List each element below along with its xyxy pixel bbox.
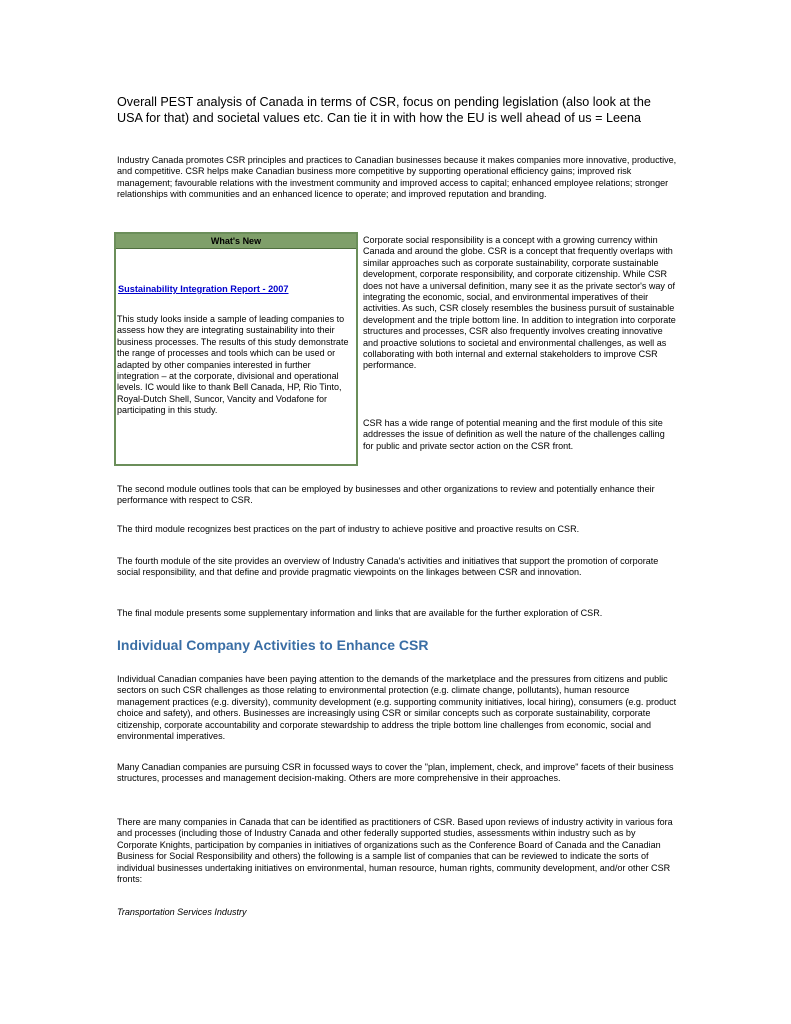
whats-new-header: What's New [116,234,356,249]
whats-new-text: This study looks inside a sample of leading companies to assess how they are integrating sustainability into their business processes. The results of this study demonstrate the range of processes and tools which can be used or adapted by other companies interested in further integration – at the corporate, divisional and operational levels. IC would like to thank Bell Canada, HP, Rio Tinto, Royal-Dutch Shell, Suncor, Vancity and Vodafone for participating in this study. [117,314,349,416]
section-paragraph-1: Individual Canadian companies have been paying attention to the demands of the marketplace and the pressures from citizens and public sectors on such CSR challenges as those relating to environmental protection (e.g. climate change, pollutants), human resource management practices (e.g. diversity), community development (e.g. supporting community initiatives, local hiring), consumers (e.g. product choice and safety), and others. Businesses are increasingly using CSR or similar concepts such as corporate sustainability, corporate citizenship, corporate accountability and corporate stewardship to address the triple bottom line challenges from economic, social and environmental imperatives. [117,674,677,742]
page-heading: Overall PEST analysis of Canada in terms of CSR, focus on pending legislation (also look at the USA for that) and societal values etc. Can tie it in with how the EU is well ahead of us = Leena [117,95,651,125]
csr-definition-paragraph: CSR has a wide range of potential meaning and the first module of this site addresses the issue of definition as well the nature of the challenges calling for public and private sector action on the CSR front. [363,418,665,451]
section-paragraph-3: There are many companies in Canada that can be identified as practitioners of CSR. Based upon reviews of industry activity in various fora and processes (including those of Industry Canada and other federally supported studies, assessments within industry such as by Corporate Knights, participation by companies in initiatives of organizations such as the Conference Board of Canada and the Canadian Business for Social Responsibility and others) the following is a sample list of companies that can be reviewed to indicate the sorts of individual businesses undertaking initiatives on environmental, human resource, human rights, community development, and/or other CSR fronts: [117,817,673,885]
third-module-paragraph: The third module recognizes best practices on the part of industry to achieve positive and proactive results on CSR. [117,524,580,534]
csr-concept-paragraph: Corporate social responsibility is a concept with a growing currency within Canada and around the globe. CSR is a concept that frequently overlaps with similar approaches such as corporate sustainability, corporate sustainable development, corporate responsibility, and corporate citizenship. While CSR does not have a universal definition, many see it as the private sector's way of integrating the economic, social, and environmental imperatives of their activities. As such, CSR closely resembles the business pursuit of sustainable development and the triple bottom line. In addition to integration into corporate structures and processes, CSR also frequently involves creating innovative and proactive solutions to societal and environmental challenges, as well as collaborating with both internal and external stakeholders to improve CSR performance. [363,235,676,371]
sustainability-report-link[interactable]: Sustainability Integration Report - 2007 [118,284,289,294]
whats-new-box [114,232,358,466]
final-module-paragraph: The final module presents some supplementary information and links that are available for the further exploration of CSR. [117,608,603,618]
intro-paragraph: Industry Canada promotes CSR principles and practices to Canadian businesses because it makes companies more innovative, productive, and competitive. CSR helps make Canadian business more competitive by supporting operational efficiency gains; improved risk management; favourable relations with the investment community and improved access to capital; enhanced employee relations; stronger relationships with communities and an enhanced licence to operate; and improved reputation and branding. [117,155,677,200]
section-title: Individual Company Activities to Enhance CSR [117,637,429,653]
fourth-module-paragraph: The fourth module of the site provides an overview of Industry Canada's activities and initiatives that support the promotion of corporate social responsibility, and that define and provide pragmatic viewpoints on the linkages between CSR and innovation. [117,556,659,578]
transportation-subheading: Transportation Services Industry [117,907,247,917]
section-paragraph-2: Many Canadian companies are pursuing CSR in focussed ways to cover the "plan, implement, check, and improve" facets of their business structures, processes and management decision-making. Others are more comprehensive in their approaches. [117,762,674,784]
second-module-paragraph: The second module outlines tools that can be employed by businesses and other organizations to review and potentially enhance their performance with respect to CSR. [117,484,655,506]
